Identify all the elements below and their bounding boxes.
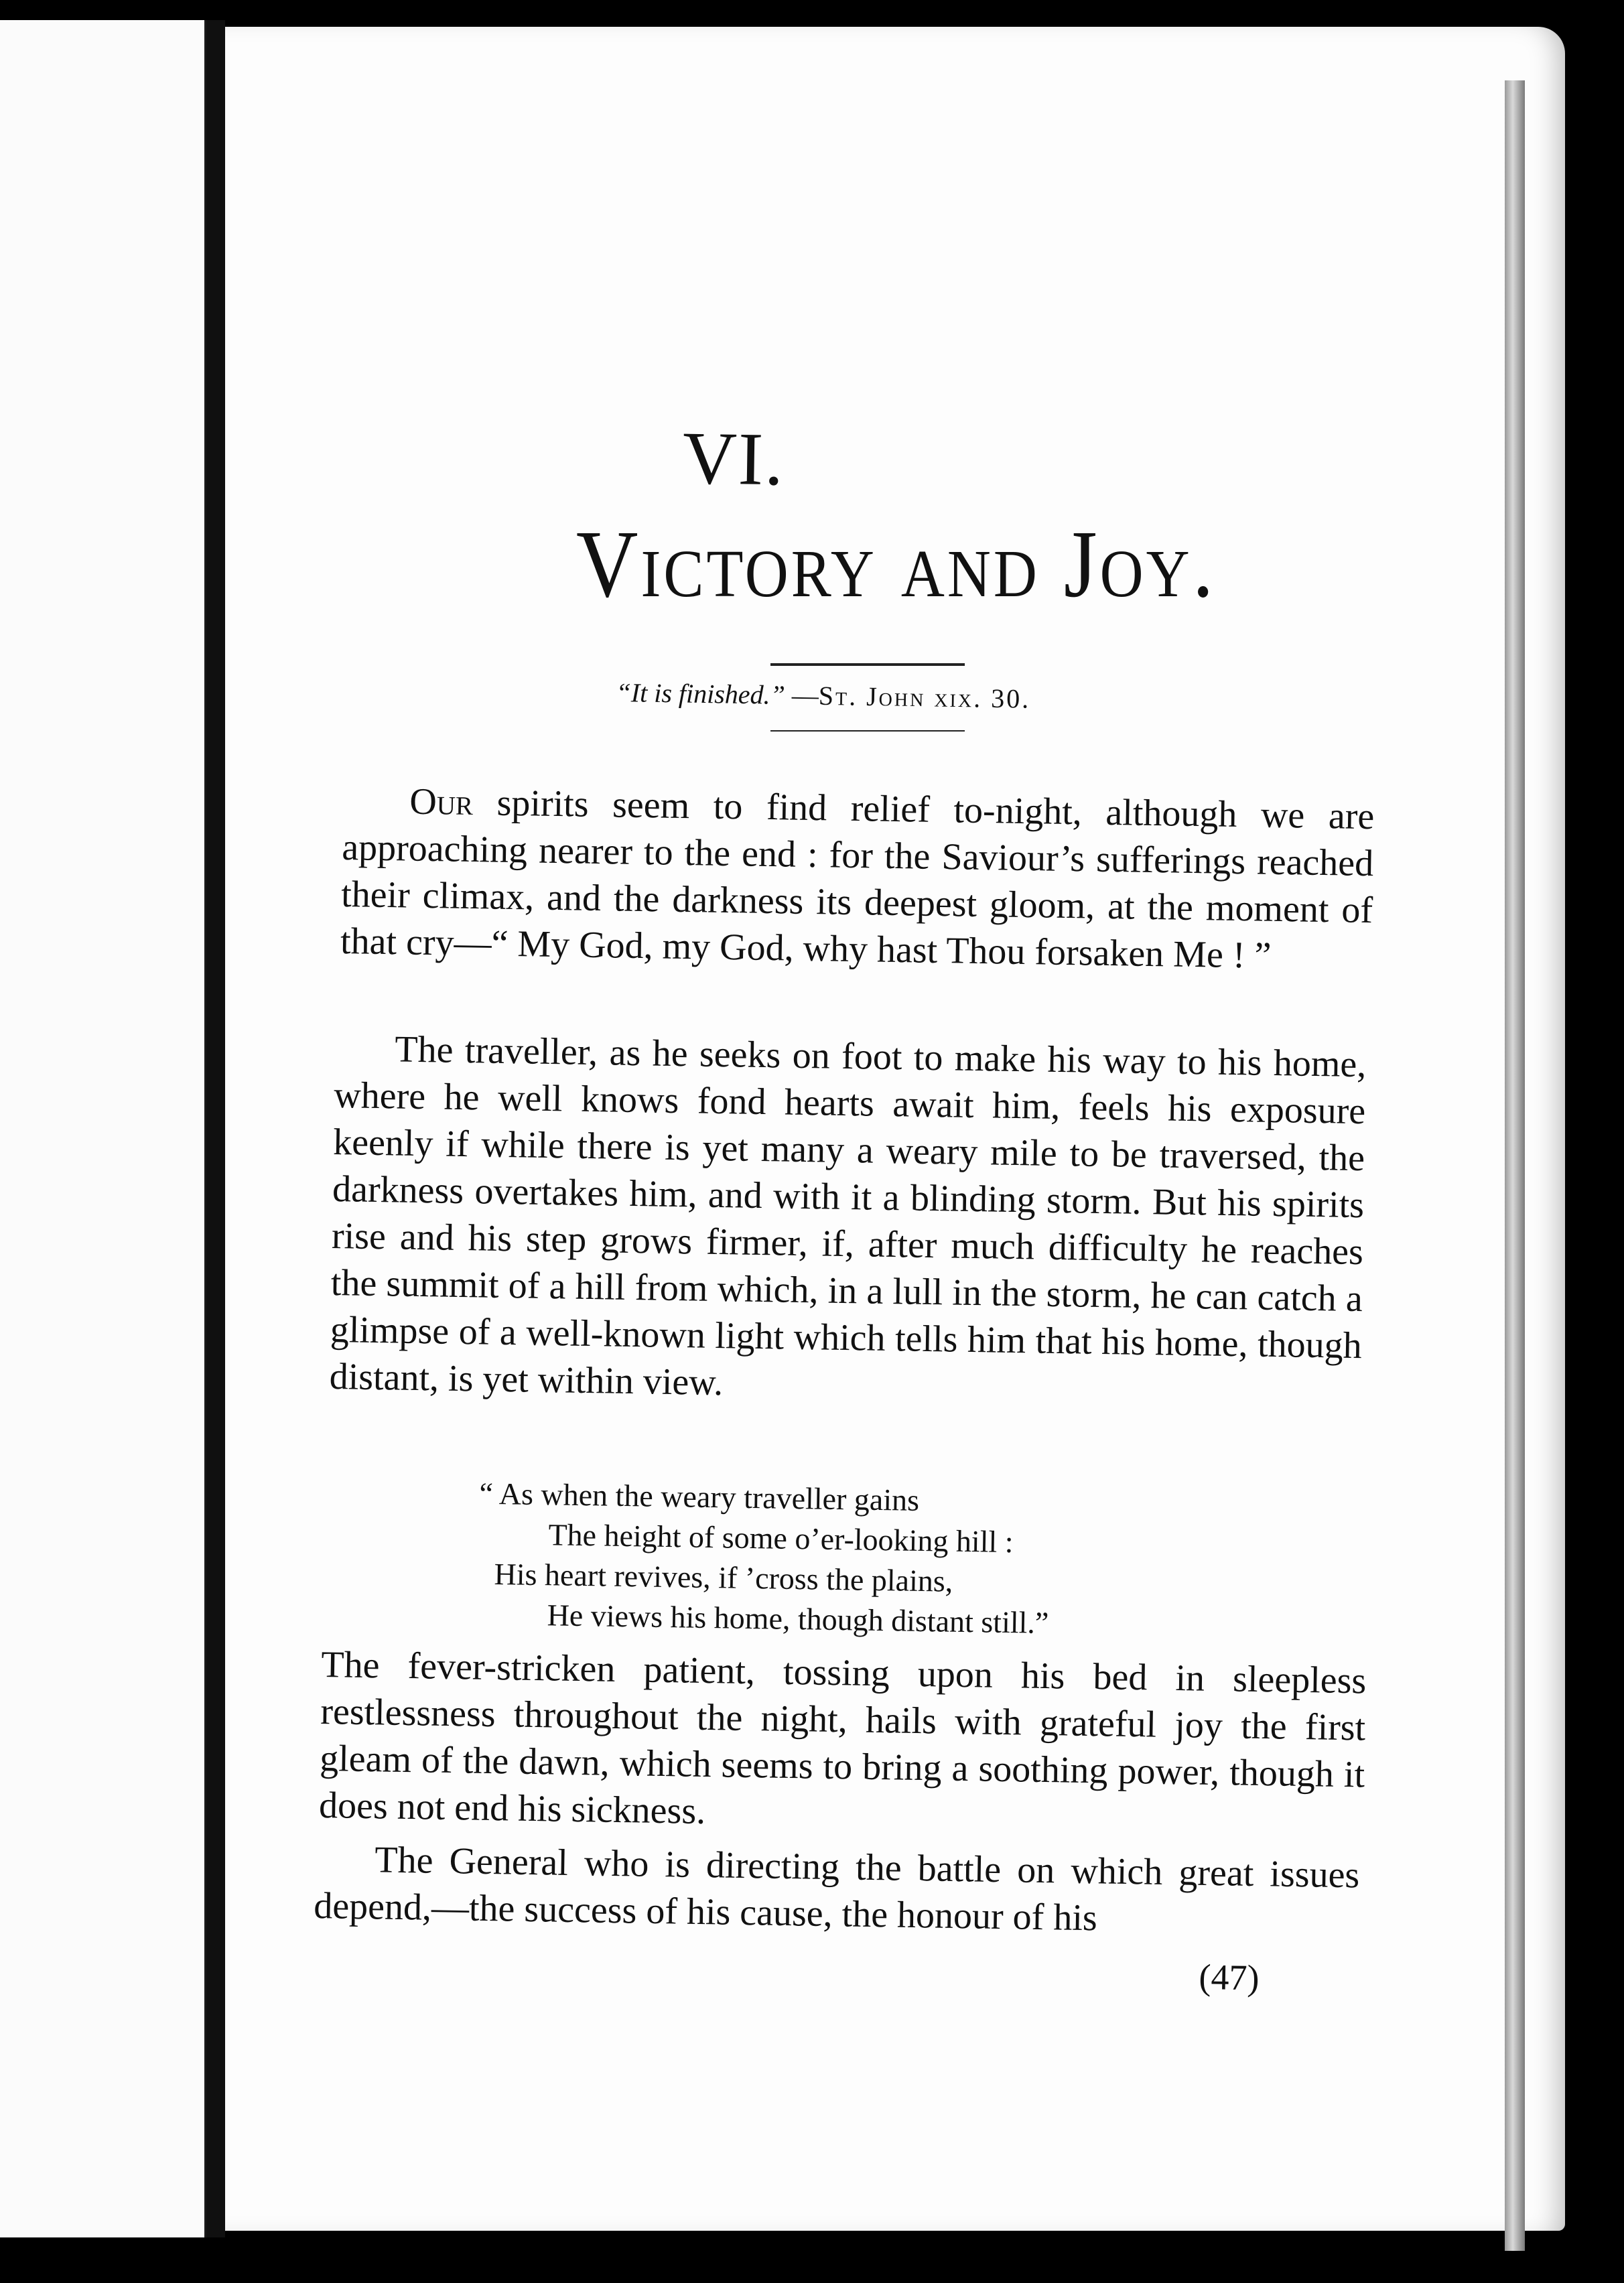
- paragraph-1-text: spirits seem to find relief to-night, although we are approaching nearer to the end : for the Saviour’s sufferings reached their climax, and the darkness its deepest gloom, at the moment of that cry—“ My God, my God, why hast Thou forsaken Me ! ”: [340, 782, 1375, 977]
- verse-line-1: “ As when the weary traveller gains: [479, 1476, 920, 1517]
- verse-line-4: He views his home, though distant still.”: [547, 1598, 1049, 1640]
- verse-line-3: His heart revives, if ’cross the plains,: [494, 1556, 953, 1598]
- left-page: [0, 20, 206, 2237]
- paragraph-4: The General who is directing the battle on which great issues depend,—the success of his cause, the honour of his: [313, 1839, 1360, 1939]
- page-number: (47): [1199, 1956, 1260, 1998]
- paragraph-1-lead: Our: [409, 780, 474, 824]
- page-edge: [1505, 80, 1525, 2251]
- epigraph-quote: “It is finished.”: [616, 677, 786, 710]
- epigraph-dash: —: [785, 679, 819, 711]
- rule-above-epigraph: [770, 663, 965, 666]
- chapter-title: Victory and Joy.: [576, 510, 1217, 618]
- paragraph-3: The fever-stricken patient, tossing upon his bed in sleepless restlessness throughout the night, hails with grateful joy the first gleam of the dawn, which seems to bring a soothing power, though it does not end his sickness.: [318, 1643, 1367, 1833]
- chapter-number: VI.: [682, 416, 786, 502]
- verse-quotation: [479, 1474, 1300, 1647]
- epigraph-source: St. John xix. 30.: [818, 680, 1031, 714]
- paragraph-1: [340, 777, 1375, 981]
- paragraph-2: The traveller, as he seeks on foot to make his way to his home, where he well knows fond hearts await him, feels his exposure keenly if while there is yet many a weary mile to be traversed, the darkness overtakes him, and with it a blinding storm. But his spirits rise and his step grows firmer, if, after much difficulty he reaches the summit of a hill from which, in a lull in the storm, he can catch a glimpse of a well-known light which tells him that his home, though distant, is yet within view.: [329, 1028, 1367, 1404]
- rule-below-epigraph: [770, 730, 965, 732]
- book-gutter: [206, 20, 225, 2237]
- verse-line-2: The height of some o’er-looking hill :: [548, 1517, 1014, 1560]
